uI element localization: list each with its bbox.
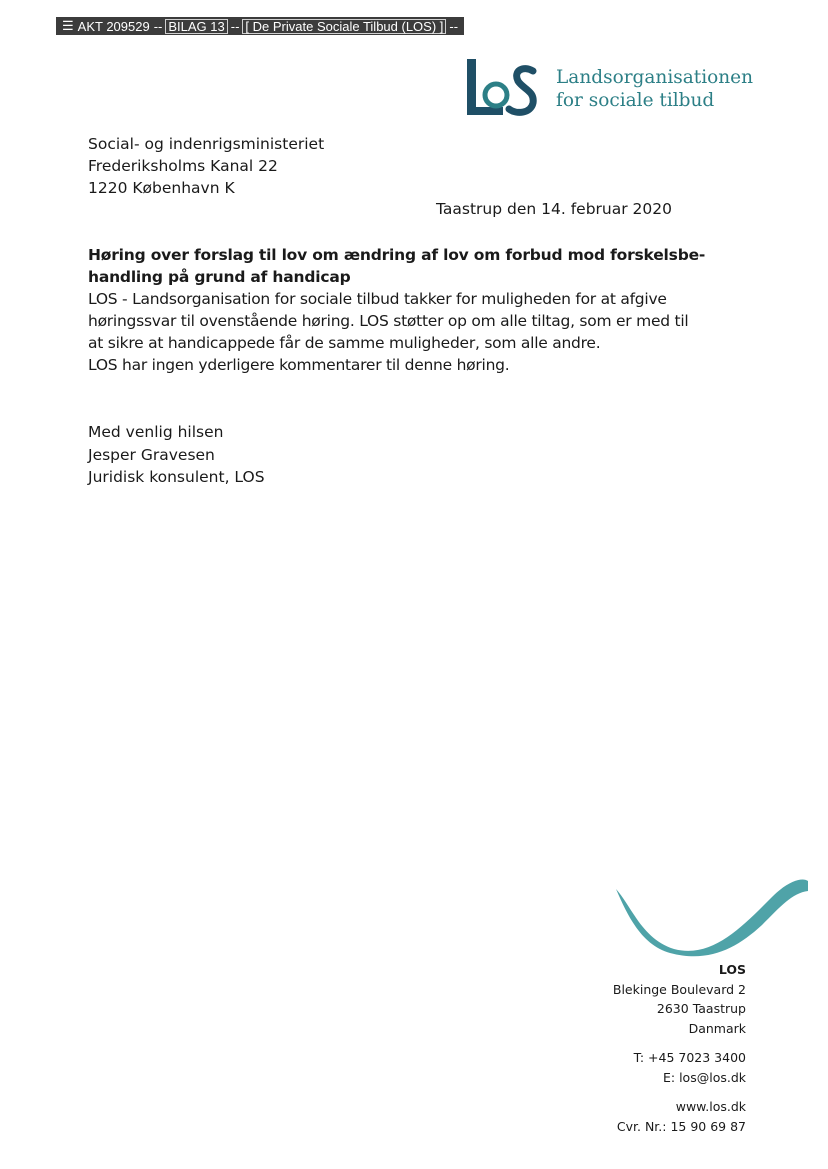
los-logo (463, 57, 763, 117)
recipient-line-1: Social- og indenrigsministeriet (88, 135, 325, 153)
stamp-title: [ De Private Sociale Tilbud (LOS) ] (242, 19, 446, 34)
stamp-suffix: -- (449, 18, 459, 34)
footer-phone: T: +45 7023 3400 (633, 1050, 746, 1065)
stamp-bilag: BILAG 13 (165, 19, 227, 34)
stamp-prefix: ☰ (62, 18, 74, 33)
footer-contact (613, 960, 746, 1136)
letter-body (88, 288, 738, 376)
footer-street: Blekinge Boulevard 2 (612, 981, 746, 997)
letter-date: Taastrup den 14. februar 2020 (436, 200, 672, 218)
stamp-separator: -- (153, 18, 163, 34)
body-line-1: LOS - Landsorganisation for sociale tilbud takker for muligheden for at afgive (88, 290, 667, 308)
footer-web: www.los.dk (675, 1099, 746, 1114)
footer-spacer (613, 1087, 746, 1097)
body-line-4: LOS har ingen yderligere kommentarer til denne høring. (88, 356, 510, 374)
footer-cvr: Cvr. Nr.: 15 90 69 87 (616, 1118, 746, 1134)
stamp-akt-number: AKT 209529 (77, 18, 150, 34)
recipient-line-2: Frederiksholms Kanal 22 (88, 157, 278, 175)
footer-country: Danmark (688, 1020, 746, 1036)
logo-line-2: for sociale tilbud (556, 90, 715, 111)
footer-city: 2630 Taastrup (656, 1001, 746, 1016)
subject-line-2: handling på grund af handicap (88, 268, 351, 286)
archive-stamp (56, 17, 464, 35)
recipient-address (88, 133, 324, 199)
signature-title: Juridisk konsulent, LOS (88, 468, 265, 486)
signature-name: Jesper Gravesen (88, 445, 215, 464)
letter-subject (88, 244, 728, 288)
stamp-separator: -- (230, 18, 240, 34)
footer-email: E: los@los.dk (663, 1069, 746, 1085)
logo-wordmark (556, 66, 753, 112)
wave-decoration-icon (612, 867, 812, 957)
body-line-2: høringssvar til ovenstående høring. LOS støtter op om alle tiltag, som er med til (88, 312, 689, 330)
signature-block (88, 421, 265, 489)
subject-line-1: Høring over forslag til lov om ændring af lov om forbud mod forskelsbe- (88, 246, 706, 264)
logo-line-1: Landsorganisationen (556, 67, 754, 88)
los-logo-mark-icon (463, 57, 549, 117)
body-line-3: at sikre at handicappede får de samme muligheder, som alle andre. (88, 334, 601, 352)
recipient-line-3: 1220 København K (88, 179, 235, 197)
signature-greeting: Med venlig hilsen (88, 423, 224, 441)
footer-spacer (613, 1038, 746, 1048)
footer-org: LOS (718, 962, 746, 977)
